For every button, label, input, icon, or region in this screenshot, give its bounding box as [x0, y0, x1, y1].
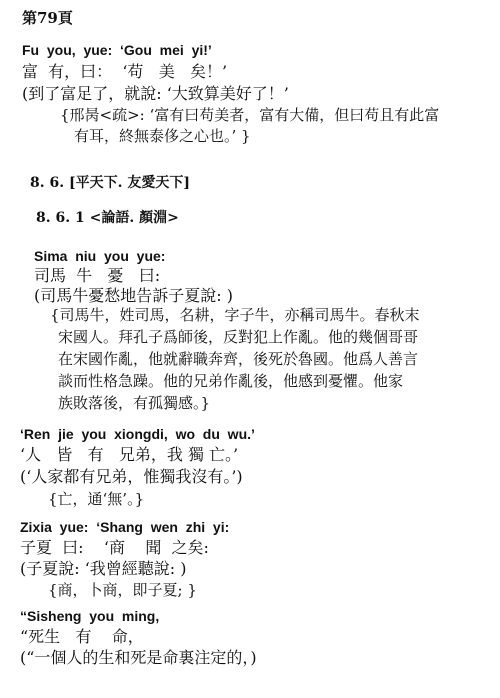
translation-line: (到了富足了，就說: ‘大致算美好了！’	[22, 84, 289, 103]
chinese-line: 子夏 曰: ‘商 聞 之矣:	[20, 538, 209, 557]
note-line: 有耳，終無泰侈之心也。’ }	[74, 127, 251, 145]
note-line: {亡，通‘無’。}	[48, 490, 145, 508]
translation-line: (“一個人的生和死是命裏注定的，)	[20, 648, 257, 667]
note-line: {商，卜商，即子夏; }	[48, 581, 197, 599]
page-label: 第79頁	[22, 9, 73, 27]
chinese-line: “死生 有 命，	[20, 627, 144, 646]
chinese-line: 司馬 牛 憂 曰:	[34, 266, 161, 285]
note-line: 族敗落後，有孤獨感。}	[58, 394, 211, 412]
note-line: 談而性格急躁。他的兄弟作亂後，他感到憂懼。他家	[58, 372, 404, 390]
pinyin-line: Sima niu you yue:	[34, 248, 166, 264]
note-line: {司馬牛，姓司馬，名耕，字子牛，亦稱司馬牛。春秋末	[50, 306, 420, 324]
subsection-heading: 8. 6. 1 <論語. 顏淵>	[36, 210, 179, 226]
translation-line: (子夏說: ‘我曾經聽說: )	[20, 559, 187, 578]
note-line: 在宋國作亂，他就辭職奔齊，後死於魯國。他爲人善言	[58, 350, 419, 368]
section-heading: 8. 6. [平天下. 友愛天下]	[30, 175, 190, 191]
pinyin-line: “Sisheng you ming,	[20, 608, 160, 624]
note-line: 宋國人。拜孔子爲師後，反對犯上作亂。他的幾個哥哥	[58, 328, 419, 346]
note-line: {邢昺<疏>: ‘富有曰苟美者，富有大備，但曰苟且有此富	[60, 106, 440, 124]
chinese-line: 富 有，曰： ‘苟 美 矣！’	[22, 62, 228, 81]
translation-line: (‘人家都有兄弟，惟獨我沒有。’)	[20, 467, 243, 486]
chinese-line: ‘人 皆 有 兄弟，我 獨 亡。’	[20, 445, 239, 464]
pinyin-line: Zixia yue: ‘Shang wen zhi yi:	[20, 519, 230, 535]
pinyin-line: Fu you, yue: ‘Gou mei yi!’	[22, 42, 212, 58]
pinyin-line: ‘Ren jie you xiongdi, wo du wu.’	[20, 426, 255, 442]
translation-line: (司馬牛憂愁地告訴子夏說: )	[34, 286, 233, 305]
